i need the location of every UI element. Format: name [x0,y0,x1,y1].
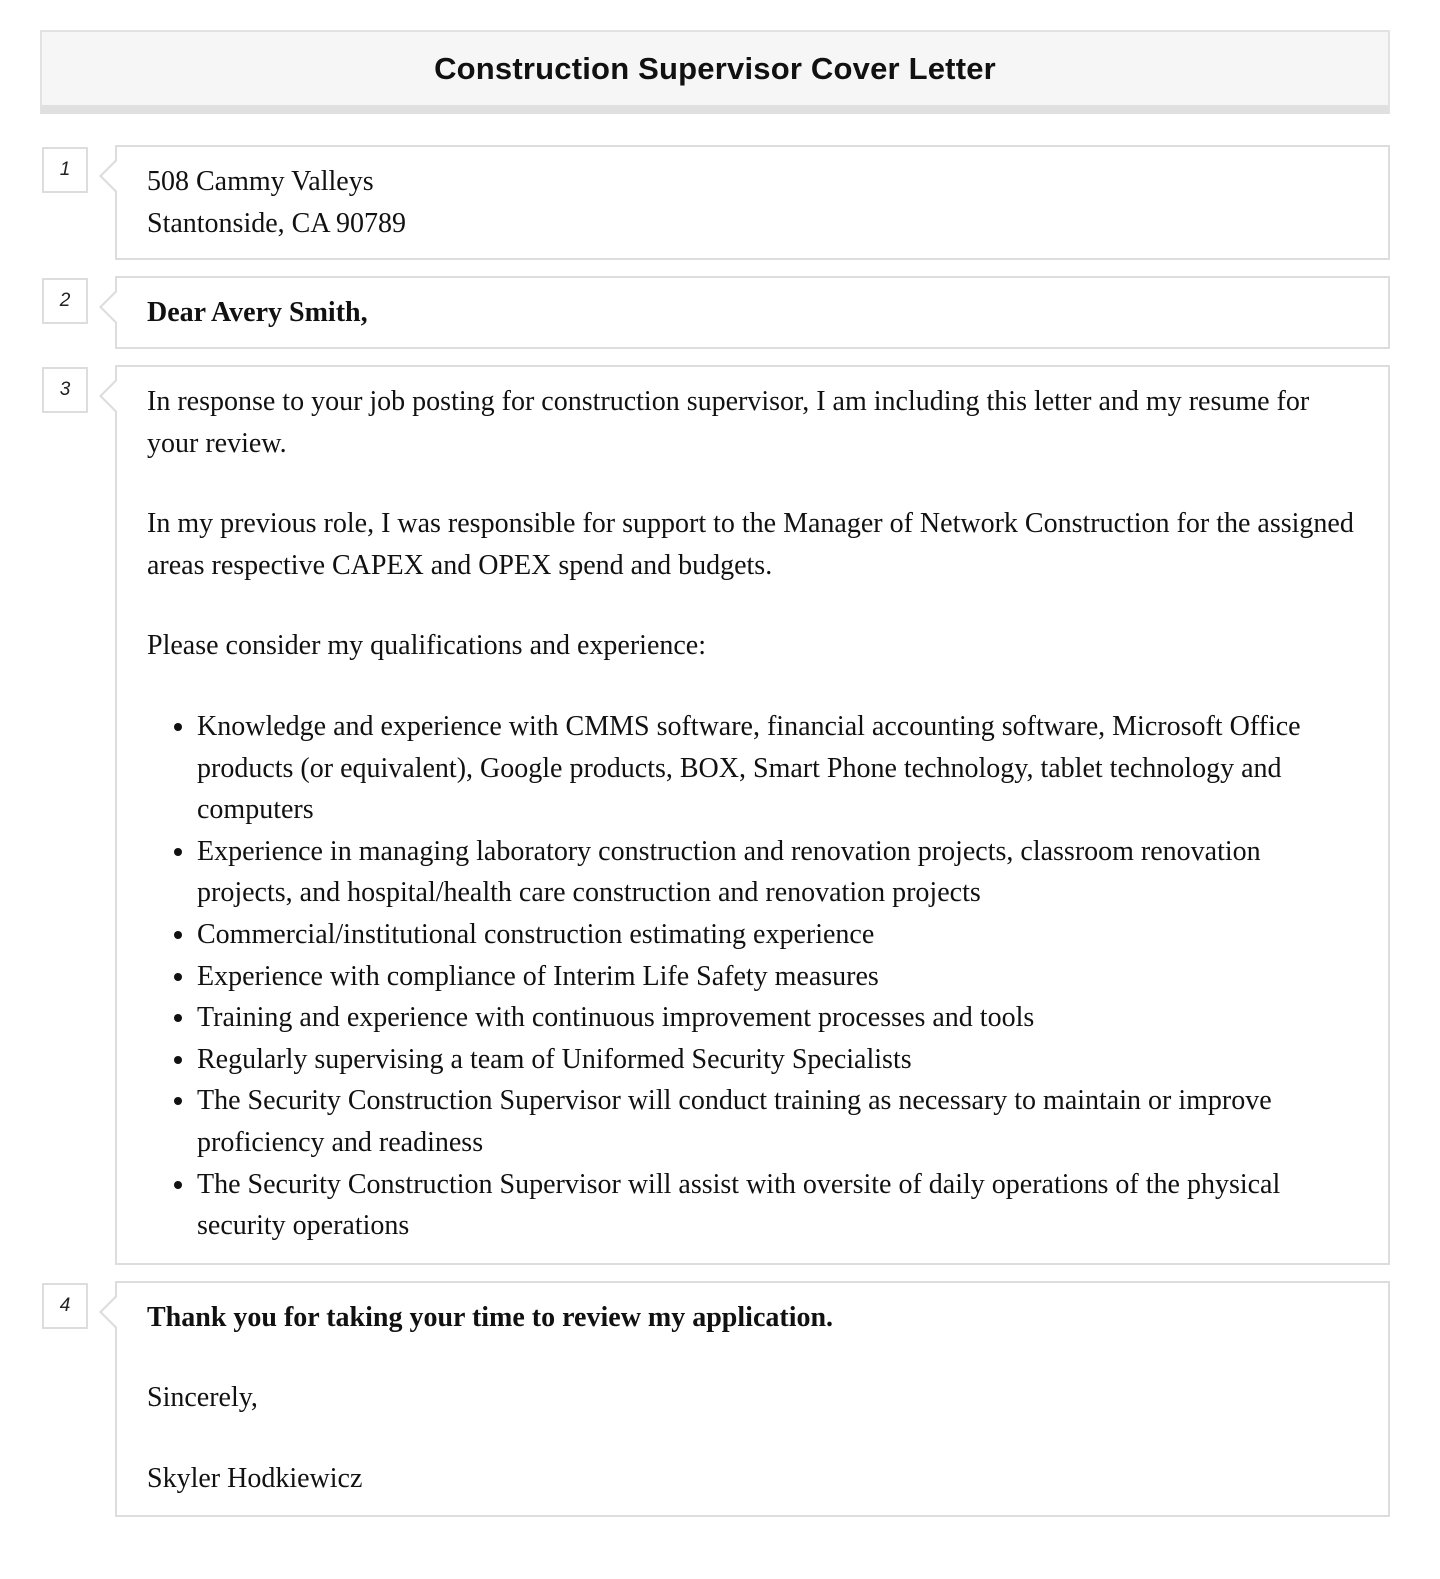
list-item: • The Security Construction Supervisor will assist with oversite of daily operations of the physical security operations [197,1164,1358,1247]
qualifications-lead: Please consider my qualifications and experience: [147,630,707,662]
section-salutation [40,276,1390,349]
section-number: 1 [42,147,88,193]
section-address [40,145,1390,260]
section-number: 2 [42,278,88,324]
address-line-2: Stantonside, CA 90789 [147,207,407,239]
list-item: • The Security Construction Supervisor will conduct training as necessary to maintain or improve proficiency and readiness [197,1080,1358,1163]
section-body [40,365,1390,1265]
list-item: • Commercial/institutional construction estimating experience [197,914,1358,956]
salutation: Dear Avery Smith, [147,297,368,328]
thanks-line: Thank you for taking your time to review my application. [147,1301,834,1333]
section-closing [40,1281,1390,1518]
list-item: • Experience in managing laboratory construction and renovation projects, classroom renovation projects, and hospital/health care construction and renovation projects [197,831,1358,914]
page-title: Construction Supervisor Cover Letter [434,50,996,86]
address-block [115,145,1390,260]
previous-role-paragraph: In my previous role, I was responsible for support to the Manager of Network Construction for the assigned areas respective CAPEX and OPEX spend and budgets. [147,508,1354,581]
body-block [115,365,1390,1265]
closing-block [115,1281,1390,1518]
intro-paragraph: In response to your job posting for construction supervisor, I am including this letter and my resume for your review. [147,386,1310,459]
section-number: 4 [42,1283,88,1329]
address-line-1: 508 Cammy Valleys [147,166,374,197]
closing-line: Sincerely, [147,1382,258,1414]
list-item: • Experience with compliance of Interim Life Safety measures [197,956,1358,998]
list-item: • Training and experience with continuous improvement processes and tools [197,997,1358,1039]
signature-name: Skyler Hodkiewicz [147,1462,363,1494]
title-banner [40,30,1390,114]
section-number: 3 [42,367,88,413]
salutation-block [115,276,1390,349]
list-item: • Knowledge and experience with CMMS software, financial accounting software, Microsoft Office products (or equivalent), Google products, BOX, Smart Phone technology, tablet technology and computers [197,706,1358,831]
qualifications-list [147,706,1358,1247]
cover-letter-page [40,30,1390,1517]
list-item: • Regularly supervising a team of Uniformed Security Specialists [197,1039,1358,1081]
